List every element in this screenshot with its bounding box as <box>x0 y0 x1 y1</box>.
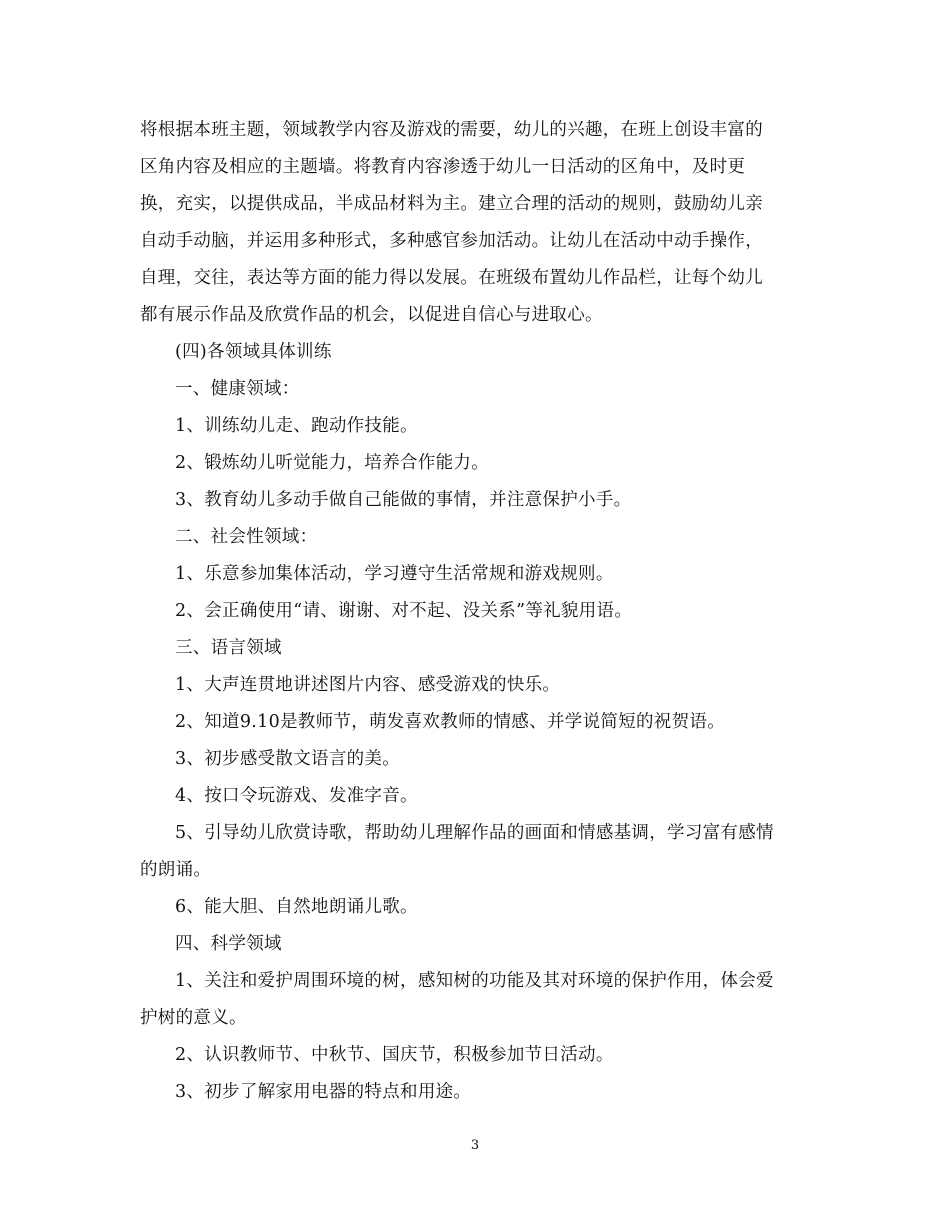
paragraph-line: 自动手动脑，并运用多种形式，多种感官参加活动。让幼儿在活动中动手操作， <box>140 231 763 251</box>
health-heading: 一、健康领域： <box>175 379 300 399</box>
list-item: 3、初步感受散文语言的美。 <box>175 749 401 769</box>
paragraph-line: 区角内容及相应的主题墙。将教育内容渗透于幼儿一日活动的区角中，及时更 <box>140 157 746 177</box>
section-title: (四)各领域具体训练 <box>175 342 332 362</box>
list-item: 1、关注和爱护周围环境的树，感知树的功能及其对环境的保护作用，体会爱 <box>175 971 774 991</box>
list-item: 1、大声连贯地讲述图片内容、感受游戏的快乐。 <box>175 675 561 695</box>
list-item: 2、知道9.10是教师节，萌发喜欢教师的情感、并学说简短的祝贺语。 <box>175 712 725 732</box>
paragraph-line: 将根据本班主题，领域教学内容及游戏的需要，幼儿的兴趣，在班上创设丰富的 <box>140 120 763 140</box>
list-item: 4、按口令玩游戏、发准字音。 <box>175 786 418 806</box>
list-item: 1、训练幼儿走、跑动作技能。 <box>175 416 418 436</box>
list-item: 2、会正确使用“请、谢谢、对不起、没关系”等礼貌用语。 <box>175 601 633 621</box>
list-item-continuation: 的朗诵。 <box>140 860 212 880</box>
list-item: 5、引导幼儿欣赏诗歌，帮助幼儿理解作品的画面和情感基调，学习富有感情 <box>175 823 774 843</box>
page-number: 3 <box>470 1138 480 1153</box>
paragraph-line: 换，充实，以提供成品，半成品材料为主。建立合理的活动的规则，鼓励幼儿亲 <box>140 194 763 214</box>
language-heading: 三、语言领域 <box>175 638 282 658</box>
list-item: 3、教育幼儿多动手做自己能做的事情，并注意保护小手。 <box>175 490 632 510</box>
list-item: 3、初步了解家用电器的特点和用途。 <box>175 1082 472 1102</box>
science-heading: 四、科学领域 <box>175 934 282 954</box>
list-item: 6、能大胆、自然地朗诵儿歌。 <box>175 897 418 917</box>
paragraph-line: 自理，交往，表达等方面的能力得以发展。在班级布置幼儿作品栏，让每个幼儿 <box>140 268 763 288</box>
paragraph-line: 都有展示作品及欣赏作品的机会，以促进自信心与进取心。 <box>140 305 603 325</box>
social-heading: 二、社会性领域： <box>175 527 318 547</box>
list-item: 2、认识教师节、中秋节、国庆节，积极参加节日活动。 <box>175 1045 614 1065</box>
list-item: 2、锻炼幼儿听觉能力，培养合作能力。 <box>175 453 490 473</box>
document-body <box>140 112 820 1111</box>
list-item: 1、乐意参加集体活动，学习遵守生活常规和游戏规则。 <box>175 564 614 584</box>
list-item-continuation: 护树的意义。 <box>140 1008 247 1028</box>
